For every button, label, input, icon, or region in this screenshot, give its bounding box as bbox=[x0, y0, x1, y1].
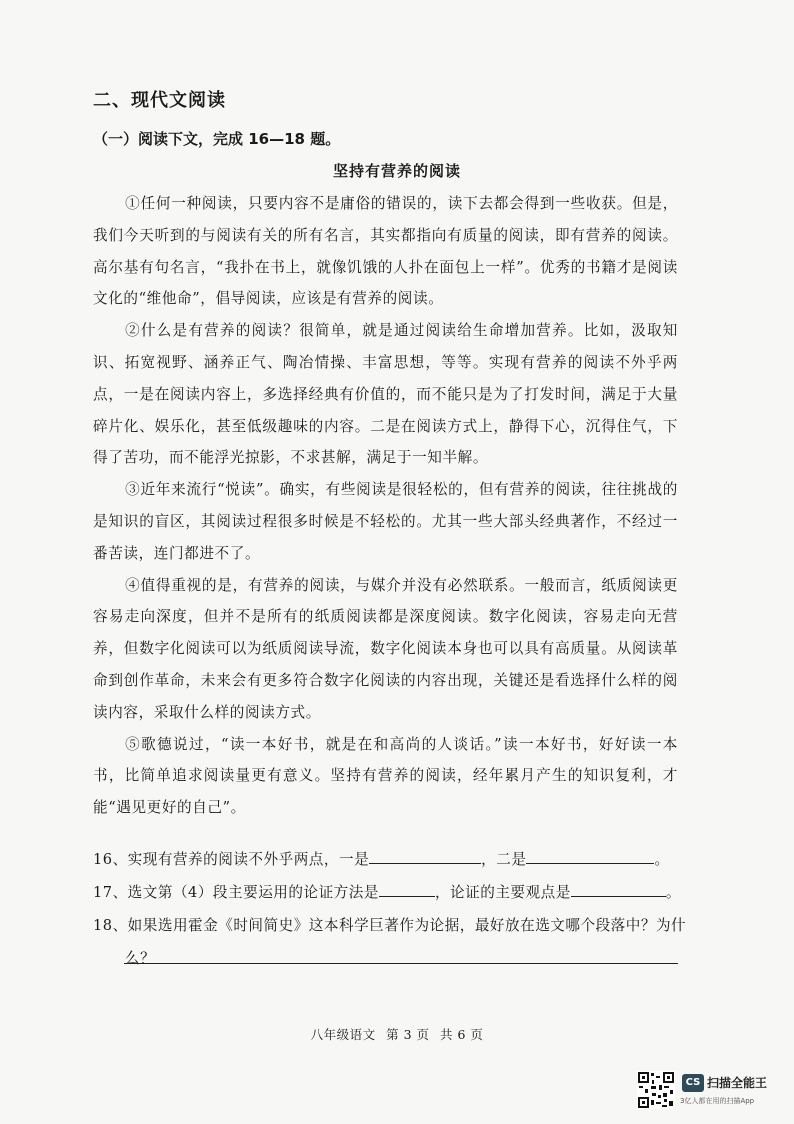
answer-blank-17a[interactable] bbox=[379, 878, 435, 897]
question-16 bbox=[93, 843, 683, 876]
article-title: 坚持有营养的阅读 bbox=[332, 162, 461, 180]
footer-page: 第 3 页 bbox=[386, 1027, 430, 1042]
questions-block bbox=[93, 843, 687, 975]
question-18-text: 18、如果选用霍金《时间简史》这本科学巨著作为论据，最好放在选文哪个段落中？为什 bbox=[93, 917, 687, 934]
camscanner-tagline: 3亿人都在用的扫描App bbox=[680, 1097, 755, 1105]
question-17-text: 17、选文第（4）段主要运用的论证方法是 bbox=[93, 884, 379, 901]
page-footer bbox=[0, 1025, 794, 1043]
question-17-mid: ，论证的主要观点是 bbox=[434, 884, 571, 901]
question-16-text: 16、实现有营养的阅读不外乎两点，一是 bbox=[93, 851, 370, 868]
camscanner-name: 扫描全能王 bbox=[707, 1076, 768, 1090]
question-16-end: 。 bbox=[654, 851, 670, 868]
answer-blank-16a[interactable] bbox=[369, 845, 481, 864]
question-17 bbox=[93, 876, 683, 909]
camscanner-logo-icon: CS bbox=[682, 1074, 704, 1092]
question-18 bbox=[93, 909, 687, 942]
answer-line-18[interactable] bbox=[124, 963, 678, 964]
footer-subject: 八年级语文 bbox=[310, 1027, 376, 1042]
question-16-mid: ，二是 bbox=[481, 851, 527, 868]
footer-total: 共 6 页 bbox=[439, 1027, 484, 1042]
paragraph-3: ③近年来流行“悦读”。确实，有些阅读是很轻松的，但有营养的阅读，往往挑战的是知识的盲区，其阅读过程很多时候是不轻松的。尤其一些大部头经典著作，不经过一番苦读，连门都进不了。 bbox=[93, 481, 678, 562]
qr-code-icon bbox=[637, 1071, 675, 1109]
question-17-end: 。 bbox=[665, 884, 681, 901]
paragraph-2: ②什么是有营养的阅读？很简单，就是通过阅读给生命增加营养。比如，汲取知识、拓宽视野、涵养正气、陶冶情操、丰富思想，等等。实现有营养的阅读不外乎两点，一是在阅读内容上，多选择经典有价值的，而不能只是为了打发时间，满足于大量碎片化、娱乐化，甚至低级趣味的内容。二是在阅读方式上，静得下心，沉得住气，下得了苦功，而不能浮光掠影，不求甚解，满足于一知半解。 bbox=[93, 322, 678, 467]
paragraph-4: ④值得重视的是，有营养的阅读，与媒介并没有必然联系。一般而言，纸质阅读更容易走向深度，但并不是所有的纸质阅读都是深度阅读。数字化阅读，容易走向无营养，但数字化阅读可以为纸质阅读导流，数字化阅读本身也可以具有高质量。从阅读革命到创作革命，未来会有更多符合数字化阅读的内容出现，关键还是看选择什么样的阅读内容，采取什么样的阅读方式。 bbox=[93, 576, 678, 721]
paragraph-1: ①任何一种阅读，只要内容不是庸俗的错误的，读下去都会得到一些收获。但是，我们今天听到的与阅读有关的所有名言，其实都指向有质量的阅读，即有营养的阅读。高尔基有句名言，“我扑在书上，就像饥饿的人扑在面包上一样”。优秀的书籍才是阅读文化的“维他命”，倡导阅读，应该是有营养的阅读。 bbox=[93, 195, 678, 308]
question-18-line2: 么？ bbox=[125, 950, 156, 967]
section-heading: 二、现代文阅读 bbox=[93, 90, 226, 111]
article-body bbox=[93, 188, 678, 824]
answer-blank-17b[interactable] bbox=[571, 878, 666, 897]
paragraph-5: ⑤歌德说过，“读一本好书，就是在和高尚的人谈话。”读一本好书，好好读一本书，比简单追求阅读量更有意义。坚持有营养的阅读，经年累月产生的知识复利，才能“遇见更好的自己”。 bbox=[93, 735, 678, 817]
reading-instruction: （一）阅读下文，完成 16—18 题。 bbox=[93, 130, 341, 148]
answer-blank-16b[interactable] bbox=[526, 845, 654, 864]
